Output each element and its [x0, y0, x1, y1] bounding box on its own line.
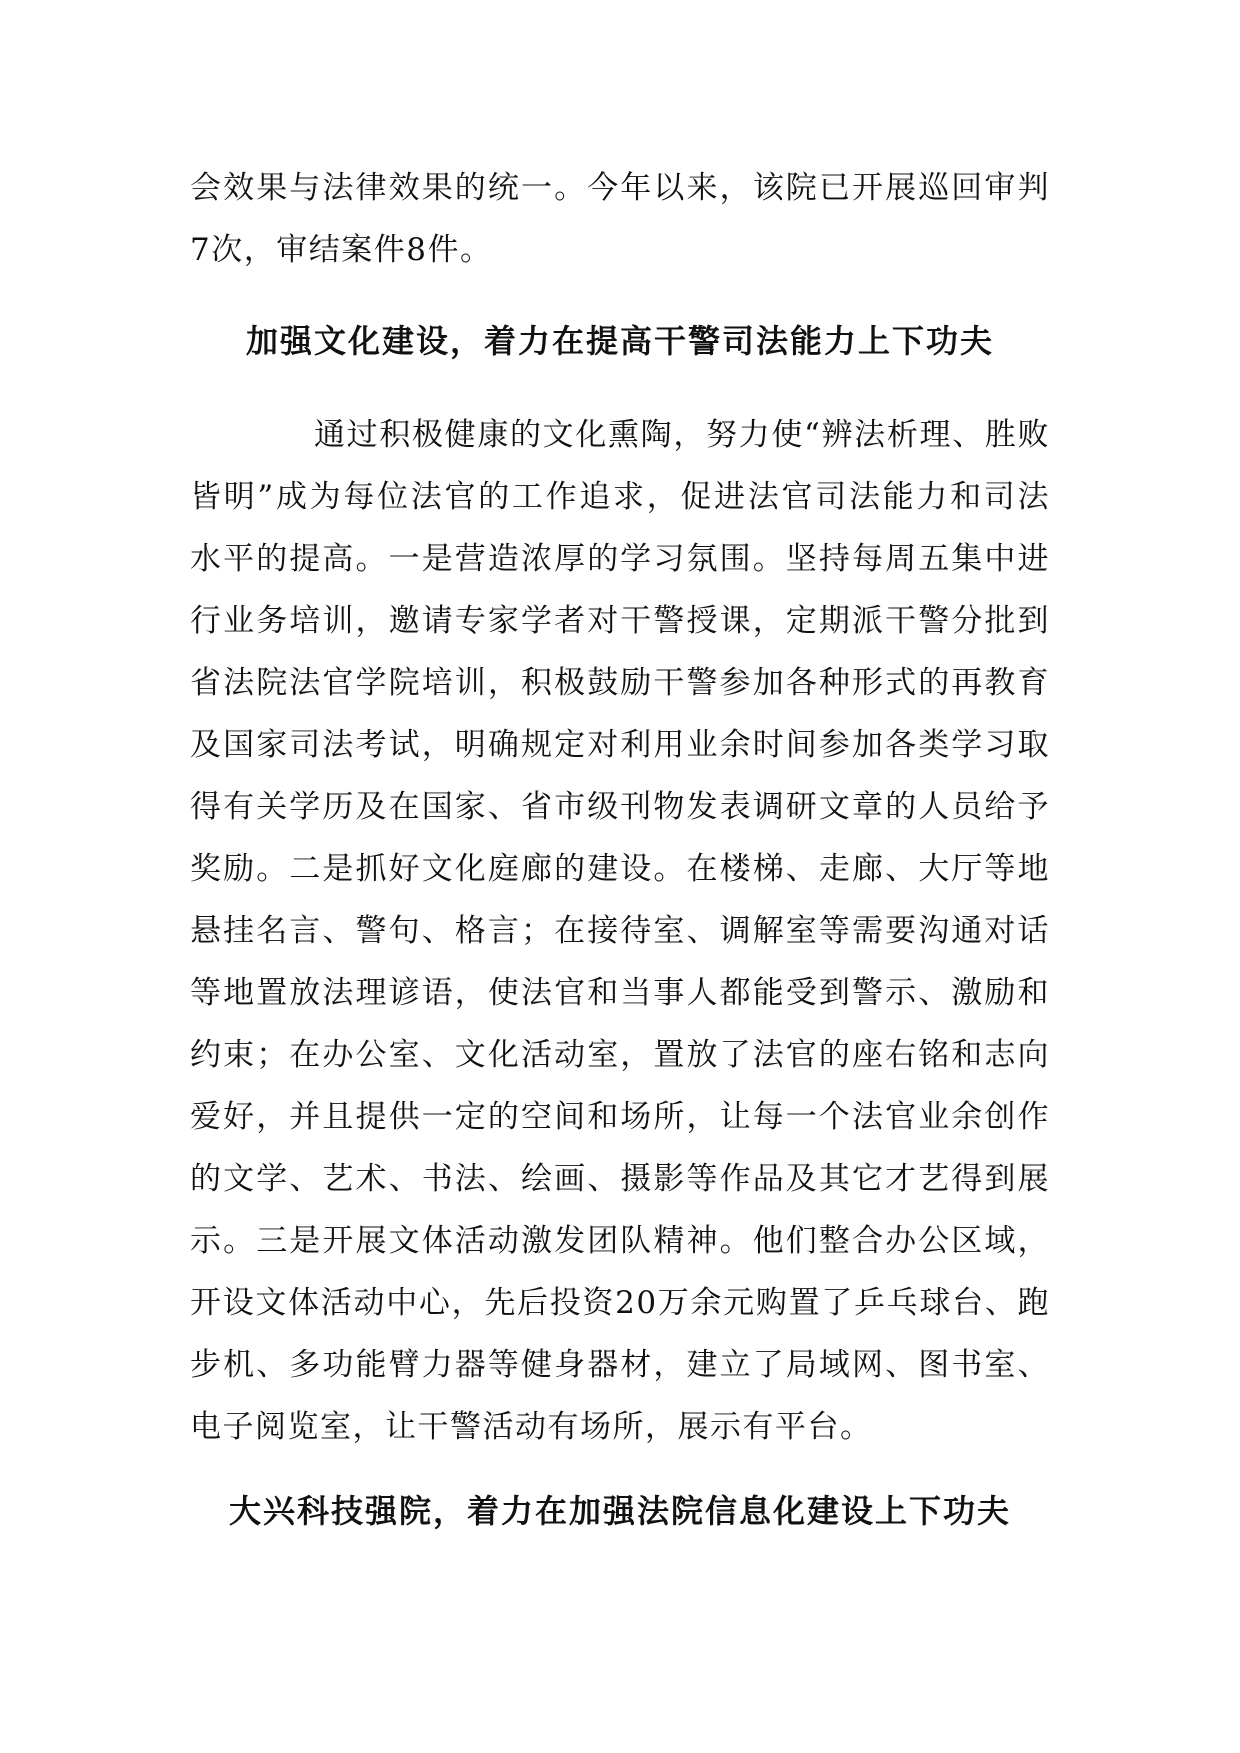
continuation-paragraph: 会效果与法律效果的统一。今年以来，该院已开展巡回审判7次，审结案件8件。 [190, 170, 1050, 268]
section-heading-culture: 加强文化建设，着力在提高干警司法能力上下功夫 [245, 322, 994, 360]
section-paragraph-culture: 通过积极健康的文化熏陶，努力使“辨法析理、胜败皆明”成为每位法官的工作追求，促进法官司法能力和司法水平的提高。一是营造浓厚的学习氛围。坚持每周五集中进行业务培训，邀请专家学者对干警授课，定期派干警分批到省法院法官学院培训，积极鼓励干警参加各种形式的再教育及国家司法考试，明确规定对利用业余时间参加各类学习取得有关学历及在国家、省市级刊物发表调研文章的人员给予奖励。二是抓好文化庭廊的建设。在楼梯、走廊、大厅等地悬挂名言、警句、格言；在接待室、调解室等需要沟通对话等地置放法理谚语，使法官和当事人都能受到警示、激励和约束；在办公室、文化活动室，置放了法官的座右铭和志向爱好，并且提供一定的空间和场所，让每一个法官业余创作的文学、艺术、书法、绘画、摄影等作品及其它才艺得到展示。三是开展文体活动激发团队精神。他们整合办公区域，开设文体活动中心，先后投资20万余元购置了乒乓球台、跑步机、多功能臂力器等健身器材，建立了局域网、图书室、电子阅览室，让干警活动有场所，展示有平台。 [190, 417, 1050, 1445]
section-heading-technology: 大兴科技强院，着力在加强法院信息化建设上下功夫 [228, 1492, 1011, 1530]
